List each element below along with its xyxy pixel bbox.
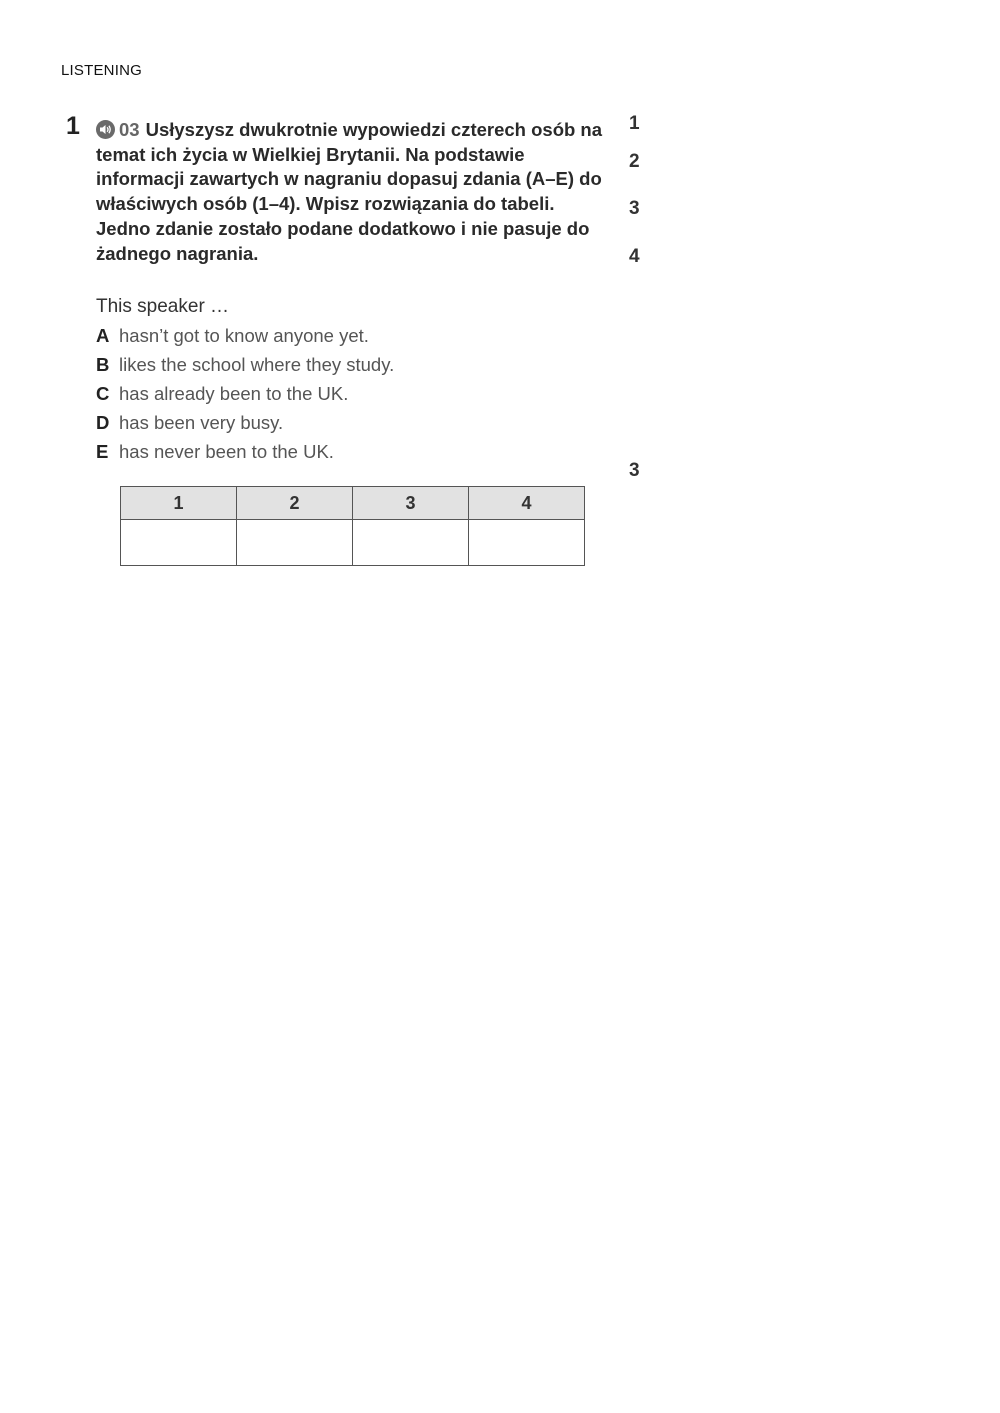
cut-off-number: 1 <box>629 113 640 134</box>
speaker-prompt: This speaker … <box>96 296 230 317</box>
answer-table-row <box>121 520 585 566</box>
option-text: likes the school where they study. <box>119 354 395 375</box>
option-item <box>96 412 616 441</box>
cut-off-number: 4 <box>629 246 640 267</box>
answer-table <box>120 486 585 566</box>
table-header-cell: 1 <box>121 487 237 520</box>
answer-input-4[interactable] <box>469 520 584 565</box>
option-letter: A <box>96 325 110 346</box>
cut-off-column <box>629 113 641 493</box>
option-letter: B <box>96 354 110 375</box>
option-text: has been very busy. <box>119 412 284 433</box>
option-letter: C <box>96 383 110 404</box>
option-text: has already been to the UK. <box>119 383 349 404</box>
option-letter: E <box>96 441 109 462</box>
option-item <box>96 325 616 354</box>
answer-table-header-row <box>121 487 585 520</box>
exercise-instruction <box>96 118 616 266</box>
answer-cell <box>121 520 237 566</box>
answer-input-1[interactable] <box>121 520 236 565</box>
option-item <box>96 354 616 383</box>
answer-cell <box>469 520 585 566</box>
cut-off-number: 3 <box>629 198 640 219</box>
option-item <box>96 441 616 470</box>
track-number: 03 <box>119 119 140 140</box>
option-list <box>96 325 616 470</box>
answer-input-3[interactable] <box>353 520 468 565</box>
answer-cell <box>237 520 353 566</box>
option-text: has never been to the UK. <box>119 441 334 462</box>
option-text: hasn’t got to know anyone yet. <box>119 325 369 346</box>
option-item <box>96 383 616 412</box>
instruction-main: Usłyszysz dwukrotnie wypowiedzi czterech osób na temat ich życia w Wielkiej Brytanii. Na podstawie informacji zawartych w nagraniu dopasuj zdania (A–E) do właściwych osób (1–4). Wpisz rozwiązania do tabeli. <box>96 119 603 215</box>
audio-icon[interactable] <box>96 120 115 139</box>
table-header-cell: 2 <box>237 487 353 520</box>
table-header-cell: 3 <box>353 487 469 520</box>
answer-input-2[interactable] <box>237 520 352 565</box>
cut-off-number: 3 <box>629 460 640 481</box>
table-header-cell: 4 <box>469 487 585 520</box>
exercise-number: 1 <box>66 112 80 140</box>
section-label: LISTENING <box>61 62 142 79</box>
option-letter: D <box>96 412 110 433</box>
instruction-extra: Jedno zdanie zostało podane dodatkowo i nie pasuje do żadnego nagrania. <box>96 217 590 264</box>
answer-cell <box>353 520 469 566</box>
cut-off-number: 2 <box>629 151 640 172</box>
